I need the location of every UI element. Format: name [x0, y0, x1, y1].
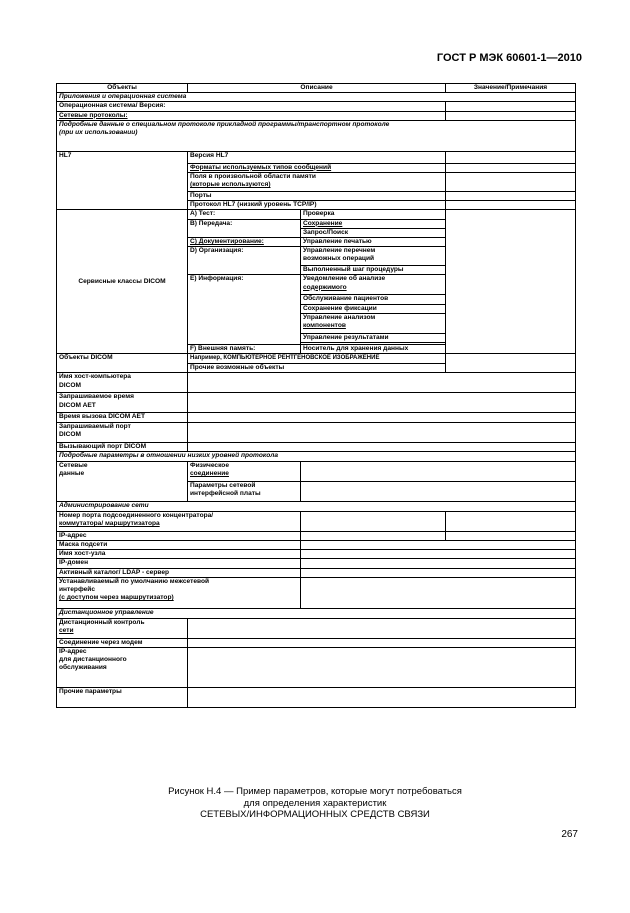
req-time-line1: Запрашиваемое время: [59, 393, 134, 401]
hl7-fields: [188, 173, 446, 192]
other-params-value[interactable]: [188, 688, 576, 708]
org-worklist-line2: возможных операций: [303, 255, 375, 263]
net-data-line2: данные: [59, 470, 85, 478]
dicom-objects-label: Объекты DICOM: [57, 354, 188, 373]
ldap-label: Активный каталог/ LDAP - сервер: [57, 568, 301, 577]
req-port-line2: DICOM: [59, 430, 81, 438]
req-time-label: [57, 393, 188, 413]
test-check: Проверка: [301, 210, 446, 219]
header-description: Описание: [188, 84, 446, 93]
dicom-services-value[interactable]: [446, 210, 576, 354]
call-time-label: Время вызова DICOM AET: [57, 413, 188, 422]
net-data-label: [57, 461, 188, 501]
nic-params-label: [188, 481, 301, 501]
dicom-objects-value[interactable]: [446, 354, 576, 373]
net-protocols-value[interactable]: [446, 111, 576, 120]
hl7-label: HL7: [57, 151, 188, 210]
hostname-label: Имя хост-узла: [57, 550, 301, 559]
remote-ip-line1: IP-адрес: [59, 648, 87, 656]
os-version-value[interactable]: [446, 102, 576, 111]
transfer-query: Запрос/Поиск: [301, 228, 446, 237]
hl7-version-value[interactable]: [446, 151, 576, 163]
media-label: F) Внешняя память:: [188, 345, 301, 354]
req-port-line1: Запрашиваемый порт: [59, 422, 131, 430]
remote-ip-line3: обслуживания: [59, 664, 107, 672]
router-line1: Устанавливаемый по умолчанию межсетевой: [59, 577, 210, 585]
hl7-ports: Порты: [188, 192, 446, 201]
ip-value[interactable]: [301, 531, 446, 540]
hostname-value[interactable]: [301, 550, 576, 559]
port-num-value[interactable]: [301, 511, 446, 531]
subnet-label: Маска подсети: [57, 541, 301, 550]
protocol-details-line2: (при их использовании): [59, 129, 138, 137]
router-label: [57, 577, 301, 608]
modem-value[interactable]: [188, 638, 576, 647]
phys-conn-label: [188, 461, 301, 481]
page-number: 267: [561, 829, 578, 840]
remote-ip-line2: для дистанционного: [59, 656, 127, 664]
dicom-example: Например, КОМПЬЮТЕРНОЕ РЕНТГЕНОВСКОЕ ИЗОБРАЖЕНИЕ: [188, 354, 446, 364]
info-label: E) Информация:: [188, 275, 301, 345]
router-line3: (с доступом через маршрутизатор): [59, 594, 174, 602]
phys-conn-value[interactable]: [301, 461, 576, 481]
section-remote: Дистанционное управление: [57, 608, 576, 618]
ipdomain-value[interactable]: [301, 559, 576, 568]
doc-label: C) Документирование:: [188, 238, 301, 247]
info-analysis-line1: Управление анализом: [303, 313, 376, 321]
router-line2: интерфейс: [59, 586, 96, 594]
ip-label: IP-адрес: [57, 531, 301, 540]
req-port-label: [57, 422, 188, 442]
protocol-details: [57, 120, 576, 151]
caption-line2: для определения характеристик: [243, 797, 387, 809]
remote-ctrl-line2: сети: [59, 627, 74, 635]
media-carrier: Носитель для хранения данных: [301, 345, 446, 354]
org-worklist-line1: Управление перечнем: [303, 247, 376, 255]
hl7-fields-line2: (которые используются): [190, 181, 271, 189]
host-name-label: [57, 373, 188, 393]
remote-ip-label: [57, 648, 188, 688]
call-time-value[interactable]: [188, 413, 576, 422]
phys-conn-line1: Физическое: [190, 461, 229, 469]
port-num-line2: коммутатора/ маршрутизатора: [59, 520, 160, 528]
org-step: Выполненный шаг процедуры: [301, 266, 446, 275]
info-notify: [301, 275, 446, 295]
port-num-label: [57, 511, 301, 531]
other-params-label: Прочие параметры: [57, 688, 188, 708]
section-lower-levels: Подробные параметры в отношении низких уровней протокола: [57, 451, 576, 461]
hl7-protocol: Протокол HL7 (низкий уровень TCP/IP): [188, 201, 446, 210]
remote-ctrl-label: [57, 618, 188, 638]
nic-params-line2: интерфейсной платы: [190, 490, 261, 498]
host-name-value[interactable]: [188, 373, 576, 393]
hl7-formats-value[interactable]: [446, 163, 576, 172]
ip-note[interactable]: [446, 531, 576, 540]
modem-label: Соединение через модем: [57, 638, 188, 647]
info-analysis-line2: компонентов: [303, 322, 346, 330]
org-label: D) Организация:: [188, 247, 301, 275]
call-port-value[interactable]: [188, 442, 576, 451]
remote-ctrl-line1: Дистанционный контроль: [59, 618, 145, 626]
section-admin: Администрирование сети: [57, 501, 576, 511]
nic-params-line1: Параметры сетевой: [190, 481, 256, 489]
phys-conn-line2: соединение: [190, 470, 229, 478]
hl7-formats: Форматы используемых типов сообщений: [188, 163, 446, 172]
section-apps: Приложения и операционная система: [57, 93, 576, 102]
header-values: Значение/Примечания: [446, 84, 576, 93]
standard-header: ГОСТ Р МЭК 60601-1—2010: [436, 52, 582, 64]
header-objects: Объекты: [57, 84, 188, 93]
figure-caption: [0, 786, 630, 821]
info-notify-line1: Уведомление об анализе: [303, 275, 386, 283]
req-port-value[interactable]: [188, 422, 576, 442]
info-results: Управление результатами: [301, 333, 446, 342]
net-protocols-label: Сетевые протоколы:: [57, 111, 446, 120]
os-version-label: Операционная система/ Версия:: [57, 102, 446, 111]
info-analysis: [301, 313, 446, 333]
info-notify-line2: содержимого: [303, 283, 347, 291]
caption-line1: Рисунок Н.4 — Пример параметров, которые могут потребоваться: [168, 786, 462, 797]
host-name-line2: DICOM: [59, 381, 81, 389]
hl7-version: Версия HL7: [188, 151, 446, 163]
subnet-value[interactable]: [301, 541, 576, 550]
remote-ip-value[interactable]: [188, 648, 576, 688]
host-name-line1: Имя хост-компьютера: [59, 373, 131, 381]
call-port-label: Вызывающий порт DICOM: [57, 442, 188, 451]
caption-line3: СЕТЕВЫХ/ИНФОРМАЦИОННЫХ СРЕДСТВ СВЯЗИ: [200, 809, 430, 820]
info-patients: Обслуживание пациентов: [301, 295, 446, 304]
protocol-details-line1: Подробные данные о специальном протоколе прикладной программы/транспортном протоколе: [59, 120, 390, 128]
info-fix: Сохранение фиксации: [301, 304, 446, 313]
test-label: A) Тест:: [188, 210, 301, 219]
port-num-line1: Номер порта подсоединенного концентратора/: [59, 511, 214, 519]
net-data-line1: Сетевые: [59, 461, 88, 469]
hl7-fields-value[interactable]: [446, 173, 576, 192]
ipdomain-label: IP-домен: [57, 559, 301, 568]
parameters-table: [56, 83, 575, 708]
req-time-line2: DICOM AET: [59, 401, 96, 409]
doc-print: Управление печатью: [301, 238, 446, 247]
port-num-note[interactable]: [446, 511, 576, 531]
hl7-fields-line1: Поля в произвольной области памяти: [190, 173, 316, 181]
transfer-label: B) Передача:: [188, 219, 301, 237]
other-objects: Прочие возможные объекты: [188, 364, 446, 373]
nic-params-value[interactable]: [301, 481, 576, 501]
ldap-value[interactable]: [301, 568, 576, 577]
hl7-ports-value[interactable]: [446, 192, 576, 201]
router-value[interactable]: [301, 577, 576, 608]
transfer-store: Сохранение: [301, 219, 446, 228]
dicom-services-label: Сервисные классы DICOM: [57, 210, 188, 354]
table-header-row: [57, 84, 576, 93]
hl7-protocol-value[interactable]: [446, 201, 576, 210]
org-worklist: [301, 247, 446, 266]
remote-ctrl-value[interactable]: [188, 618, 576, 638]
req-time-value[interactable]: [188, 393, 576, 413]
